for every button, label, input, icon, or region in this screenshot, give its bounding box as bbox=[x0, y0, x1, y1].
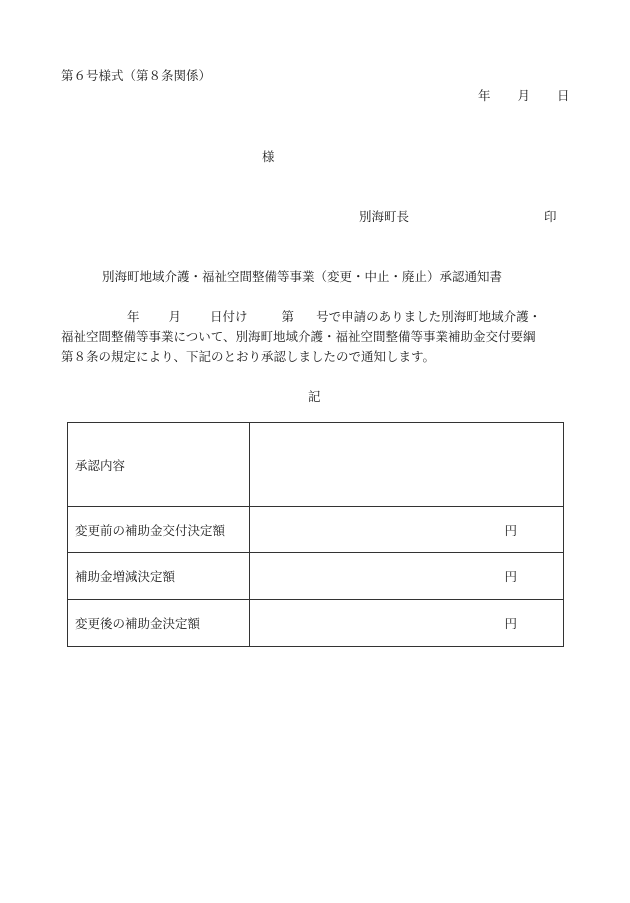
date-line bbox=[478, 86, 570, 104]
form-number: 第６号様式（第８条関係） bbox=[61, 68, 212, 83]
date-year: 年 bbox=[478, 88, 491, 103]
row-label: 承認内容 bbox=[68, 423, 250, 507]
row-value: 円 bbox=[250, 600, 564, 647]
row-label: 変更後の補助金決定額 bbox=[68, 600, 250, 647]
row-value: 円 bbox=[250, 553, 564, 600]
body-number-prefix: 第 bbox=[281, 309, 295, 324]
body-dated: 日付け bbox=[210, 309, 248, 324]
ki-heading: 記 bbox=[308, 389, 321, 404]
approval-table bbox=[67, 422, 564, 647]
row-label: 変更前の補助金交付決定額 bbox=[68, 507, 250, 553]
body-line-3: 第８条の規定により、下記のとおり承認しましたので通知します。 bbox=[61, 349, 436, 364]
addressee-honorific: 様 bbox=[262, 149, 275, 164]
table-row bbox=[68, 600, 564, 647]
table-row bbox=[68, 507, 564, 553]
row-label: 補助金増減決定額 bbox=[68, 553, 250, 600]
seal-mark: 印 bbox=[544, 209, 557, 224]
body-line-2: 福祉空間整備等事業について、別海町地域介護・福祉空間整備等事業補助金交付要綱 bbox=[61, 329, 536, 344]
document-title: 別海町地域介護・福祉空間整備等事業（変更・中止・廃止）承認通知書 bbox=[102, 269, 503, 284]
body-month: 月 bbox=[168, 309, 182, 324]
issuer-name: 別海町長 bbox=[359, 209, 410, 224]
body-line-1-rest: 号で申請のありました別海町地域介護・ bbox=[316, 309, 542, 324]
body-line-1 bbox=[61, 307, 571, 327]
body-paragraph bbox=[61, 307, 571, 367]
row-value: 円 bbox=[250, 507, 564, 553]
date-month: 月 bbox=[517, 88, 531, 103]
table-row bbox=[68, 423, 564, 507]
table-row bbox=[68, 553, 564, 600]
date-day: 日 bbox=[557, 88, 570, 103]
body-year: 年 bbox=[127, 309, 140, 324]
row-value bbox=[250, 423, 564, 507]
